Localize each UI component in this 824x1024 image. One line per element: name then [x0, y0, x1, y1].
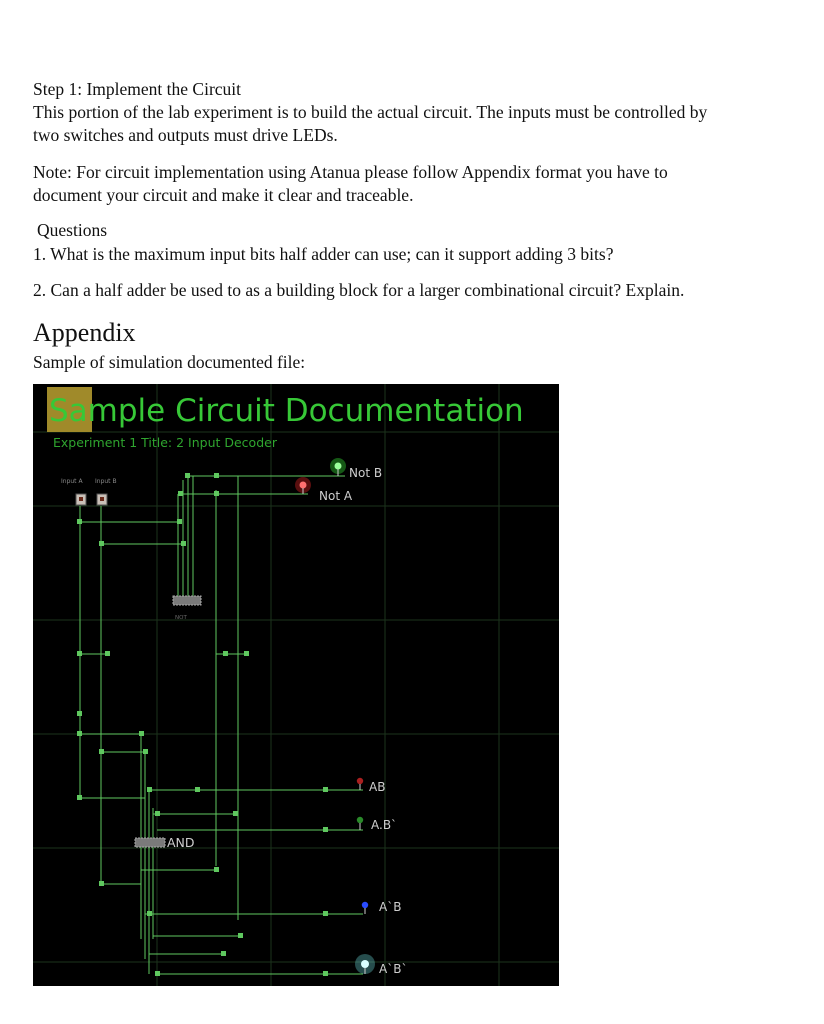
- led-a-b-bar: [357, 817, 363, 830]
- led-ab: [357, 778, 363, 790]
- input-a-label: Input A: [61, 478, 83, 485]
- led-not-b: [330, 458, 346, 476]
- input-b-label: Input B: [95, 478, 117, 485]
- appendix-subtitle: Sample of simulation documented file:: [33, 352, 306, 372]
- note-line-1: Note: For circuit implementation using Atanua please follow Appendix format you have to: [33, 162, 668, 182]
- led-a-bar-b-bar-label: A`B`: [379, 962, 408, 976]
- step1-line-1: This portion of the lab experiment is to build the actual circuit. The inputs must be controlled by: [33, 102, 708, 122]
- and-gate-label: AND: [167, 835, 195, 850]
- led-a-bar-b: [362, 902, 368, 914]
- appendix-heading: Appendix: [33, 318, 136, 347]
- led-not-a: [295, 477, 311, 494]
- questions-heading: Questions: [37, 220, 107, 240]
- note-line-2: document your circuit and make it clear and traceable.: [33, 185, 414, 205]
- circuit-screenshot: [33, 384, 559, 986]
- question-2: 2. Can a half adder be used to as a building block for a larger combinational circuit? Explain.: [33, 280, 685, 300]
- question-1: 1. What is the maximum input bits half adder can use; can it support adding 3 bits?: [33, 244, 614, 264]
- circuit-wires: [80, 476, 363, 974]
- led-not-a-label: Not A: [319, 489, 353, 503]
- led-a-b-bar-label: A.B`: [371, 818, 398, 832]
- switch-a-knob: [79, 497, 83, 501]
- and-gate-chip[interactable]: [135, 838, 165, 847]
- step1-heading: Step 1: Implement the Circuit: [33, 79, 242, 99]
- figure-title: Sample Circuit Documentation: [49, 393, 524, 429]
- led-a-bar-b-bar: [355, 954, 375, 974]
- step1-line-2: two switches and outputs must drive LEDs.: [33, 125, 338, 145]
- figure-subtitle: Experiment 1 Title: 2 Input Decoder: [53, 435, 277, 450]
- wire-connectors: [77, 473, 328, 976]
- led-a-bar-b-label: A`B: [379, 900, 402, 914]
- led-ab-label: AB: [369, 780, 386, 794]
- switch-b-knob: [100, 497, 104, 501]
- background-grid: [33, 384, 559, 986]
- led-not-b-label: Not B: [349, 466, 383, 480]
- not-gate-chip[interactable]: [173, 596, 201, 605]
- not-gate-label: NOT: [175, 615, 187, 621]
- circuit-diagram: [33, 384, 559, 986]
